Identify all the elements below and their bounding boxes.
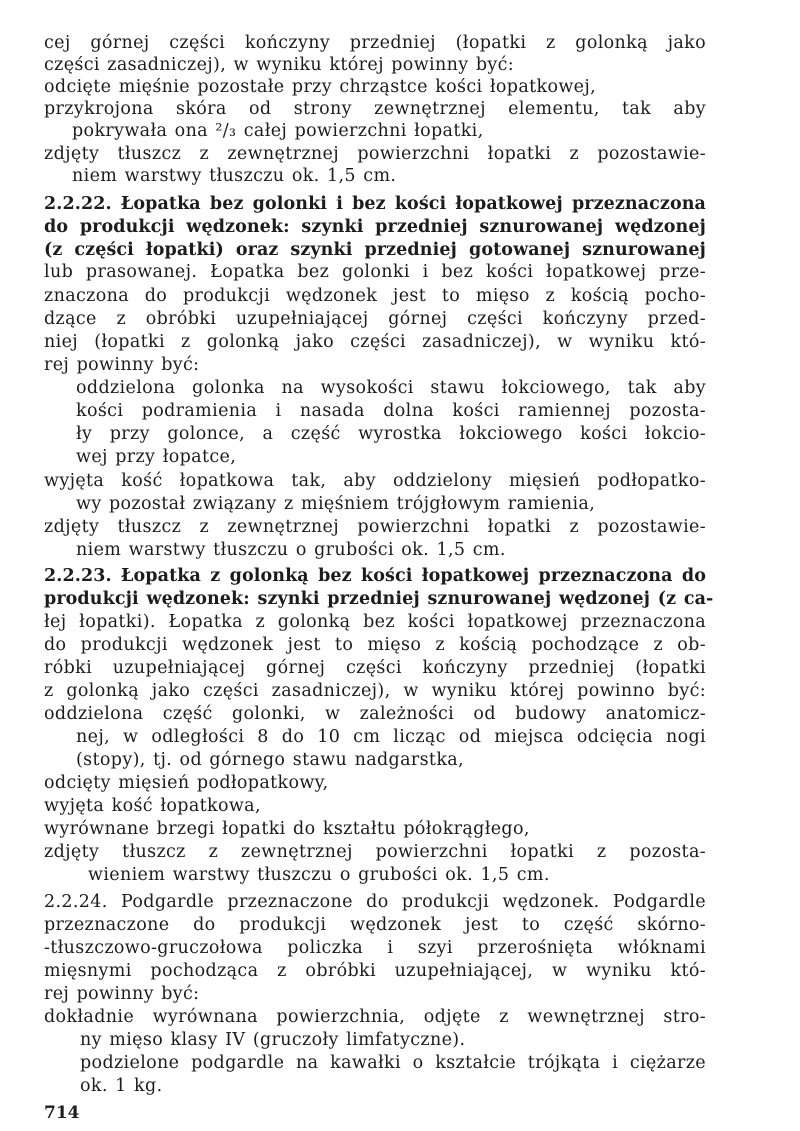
text-line: podzielone podgardle na kawałki o kształcie trójkąta i ciężarze [80, 1053, 706, 1073]
text-line: mięsnymi pochodząca z obróbki uzupełniającej, w wyniku któ- [44, 961, 706, 981]
text-line: 2.2.24. Podgardle przeznaczone do produkcji wędzonek. Podgardle [44, 892, 706, 912]
text-line: oddzielona część golonki, w zależności od budowy anatomicz- [44, 704, 706, 724]
text-line: przeznaczone do produkcji wędzonek jest to część skórno- [44, 915, 706, 935]
text-line: róbki uzupełniającej górnej części kończyny przedniej (łopatki [44, 658, 706, 678]
text-line: wyjęta kość łopatkowa tak, aby oddzielony mięsień podłopatko- [44, 471, 706, 491]
text-line: do produkcji wędzonek jest to mięso z kością pochodzące z ob- [44, 635, 706, 655]
text-line: przykrojona skóra od strony zewnętrznej elementu, tak aby [44, 99, 706, 119]
text-line: ok. 1 kg. [80, 1076, 163, 1096]
text-line: niem warstwy tłuszczu o grubości ok. 1,5 cm. [76, 540, 506, 560]
text-line: cej górnej części kończyny przedniej (łopatki z golonką jako [44, 33, 706, 53]
text-line: odcięte mięśnie pozostałe przy chrząstce kości łopatkowej, [44, 77, 597, 97]
text-line: niem warstwy tłuszczu ok. 1,5 cm. [72, 166, 397, 186]
text-line: dzące z obróbki uzupełniającej górnej części kończyny przed- [44, 309, 706, 329]
text-line: wieniem warstwy tłuszczu o grubości ok. 1,5 cm. [88, 865, 550, 885]
section-heading-line: do produkcji wędzonek: szynki przedniej sznurowanej wędzonej [44, 217, 706, 237]
text-line: pokrywała ona ²/₃ całej powierzchni łopatki, [72, 121, 484, 141]
page-number: 714 [44, 1103, 80, 1123]
text-line: rej powinny być: [44, 984, 200, 1004]
text-line: ły przy golonce, a część wyrostka łokciowego kości łokcio- [76, 424, 706, 444]
text-line: zdjęty tłuszcz z zewnętrznej powierzchni łopatki z pozosta- [44, 842, 706, 862]
text-line: części zasadniczej), w wyniku której powinny być: [44, 55, 515, 75]
text-line: rej powinny być: [44, 355, 200, 375]
text-line: z golonką jako części zasadniczej), w wyniku której powinno być: [44, 681, 706, 701]
text-line: lub prasowanej. Łopatka bez golonki i bez kości łopatkowej prze- [44, 262, 706, 282]
text-line: znaczona do produkcji wędzonek jest to mięso z kością pocho- [44, 286, 706, 306]
text-line: łej łopatki). Łopatka z golonką bez kości łopatkowej przeznaczona [44, 612, 706, 632]
section-heading-line: 2.2.23. Łopatka z golonką bez kości łopatkowej przeznaczona do [44, 566, 706, 586]
text-line: ny mięso klasy IV (gruczoły limfatyczne). [80, 1030, 466, 1050]
section-heading-line: produkcji wędzonek: szynki przedniej sznurowanej wędzonej (z ca- [44, 589, 714, 609]
text-line: dokładnie wyrównana powierzchnia, odjęte z wewnętrznej stro- [44, 1007, 706, 1027]
text-line: zdjęty tłuszcz z zewnętrznej powierzchni łopatki z pozostawie- [44, 144, 706, 164]
section-heading-line: 2.2.22. Łopatka bez golonki i bez kości łopatkowej przeznaczona [44, 194, 706, 214]
text-line: (stopy), tj. od górnego stawu nadgarstka, [76, 750, 464, 770]
text-line: niej (łopatki z golonką jako części zasadniczej), w wyniku któ- [44, 332, 706, 352]
text-line: zdjęty tłuszcz z zewnętrznej powierzchni łopatki z pozostawie- [44, 517, 706, 537]
text-line: wyjęta kość łopatkowa, [44, 796, 261, 816]
text-line: kości podramienia i nasada dolna kości ramiennej pozosta- [76, 401, 706, 421]
text-line: nej, w odległości 8 do 10 cm licząc od miejsca odcięcia nogi [76, 727, 706, 747]
text-line: oddzielona golonka na wysokości stawu łokciowego, tak aby [76, 378, 706, 398]
text-line: -tłuszczowo-gruczołowa policzka i szyi przerośnięta włóknami [44, 938, 706, 958]
text-line: wyrównane brzegi łopatki do kształtu półokrągłego, [44, 819, 530, 839]
text-line: wej przy łopatce, [76, 447, 237, 467]
section-heading-line: (z części łopatki) oraz szynki przedniej gotowanej sznurowanej [44, 240, 706, 260]
text-line: wy pozostał związany z mięśniem trójgłowym ramienia, [76, 494, 596, 514]
text-line: odcięty mięsień podłopatkowy, [44, 773, 329, 793]
